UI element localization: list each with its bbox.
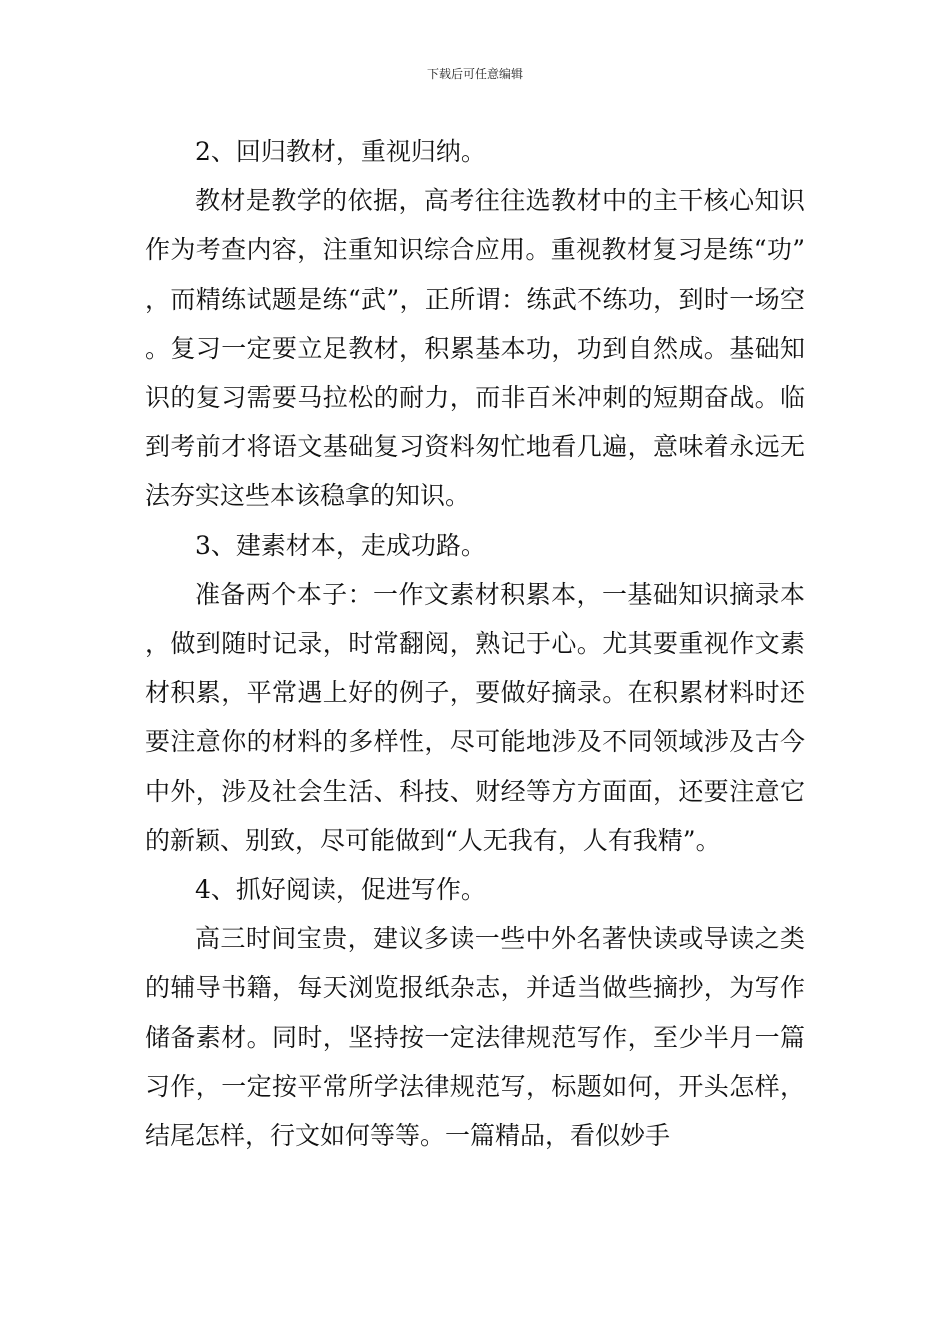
- section-heading-2: 2、回归教材，重视归纳。: [195, 137, 486, 166]
- paragraph-textbook: 教材是教学的依据，高考往往选教材中的主干核心知识作为考查内容，注重知识综合应用。重视教材复习是练“功”，而精练试题是练“武”，正所谓：练武不练功，到时一场空。复习一定要立足教材，积累基本功，功到自然成。基础知识的复习需要马拉松的耐力，而非百米冲刺的短期奋战。临到考前才将语文基础复习资料匆忙地看几遍，意味着永远无法夯实这些本该稳拿的知识。: [145, 186, 805, 511]
- section-heading-3: 3、建素材本，走成功路。: [195, 530, 486, 560]
- paragraph-notebooks: 准备两个本子：一作文素材积累本，一基础知识摘录本，做到随时记录，时常翻阅，熟记于心。尤其要重视作文素材积累，平常遇上好的例子，要做好摘录。在积累材料时还要注意你的材料的多样性，尽可能地涉及不同领域涉及古今中外，涉及社会生活、科技、财经等方方面面，还要注意它的新颖、别致，尽可能做到“人无我有，人有我精”。: [145, 579, 805, 855]
- section-heading-4: 4、抓好阅读，促进写作。: [195, 875, 486, 905]
- page-header: 下载后可任意编辑: [426, 67, 523, 81]
- paragraph-reading: 高三时间宝贵，建议多读一些中外名著快读或导读之类的辅导书籍，每天浏览报纸杂志，并适当做些摘抄，为写作储备素材。同时，坚持按一定法律规范写作，至少半月一篇习作，一定按平常所学法律规范写，标题如何，开头怎样，结尾怎样，行文如何等等。一篇精品，看似妙手: [145, 924, 805, 1151]
- document-body: [145, 127, 805, 1160]
